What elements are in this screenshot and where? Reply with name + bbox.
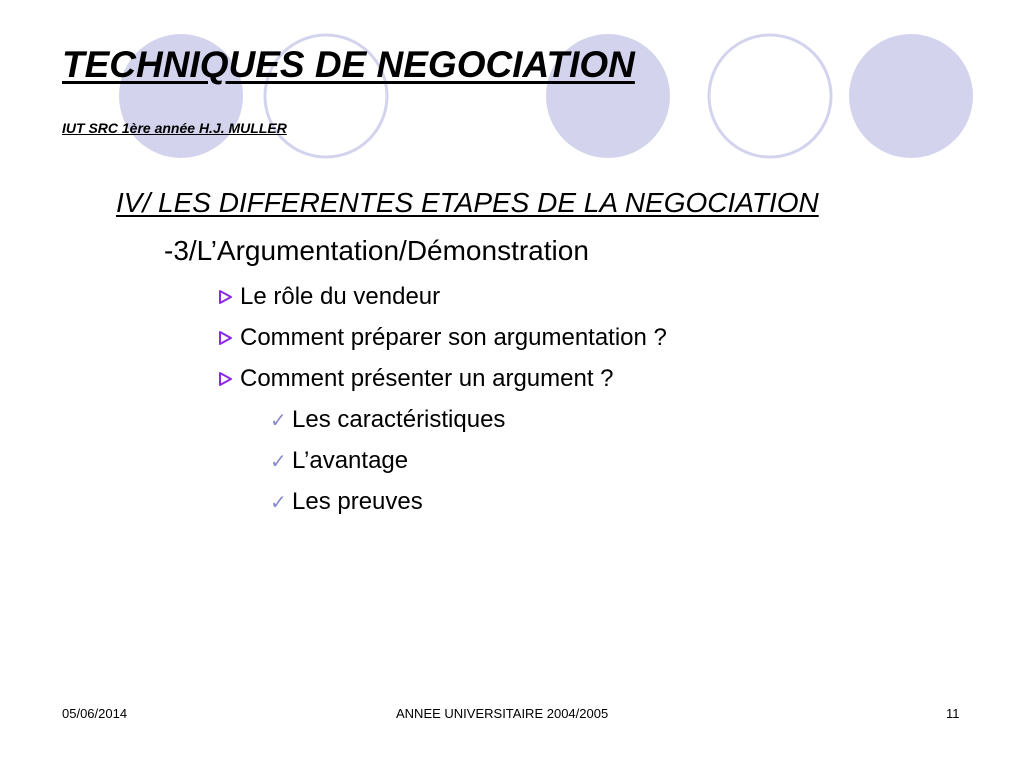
slide-title: TECHNIQUES DE NEGOCIATION (62, 44, 635, 85)
arrow-bullet-icon (218, 371, 240, 387)
sub-bullet-item (270, 447, 408, 475)
sub-bullet-item (270, 406, 505, 434)
sub-bullet-item (270, 488, 423, 516)
bullet-label: Comment présenter un argument ? (240, 365, 614, 392)
checkmark-icon: ✓ (270, 409, 287, 432)
arrow-bullet-icon (218, 289, 240, 305)
bullet-label: Le rôle du vendeur (240, 283, 441, 310)
checkmark-icon: ✓ (270, 450, 287, 473)
sub-bullet-label: L’avantage (292, 447, 409, 474)
footer-center-text: ANNEE UNIVERSITAIRE 2004/2005 (396, 706, 609, 721)
arrow-bullet-icon (218, 330, 240, 346)
subheading: -3/L’Argumentation/Démonstration (164, 235, 589, 266)
bullet-item (218, 283, 440, 311)
bullet-item (218, 365, 614, 393)
bullet-label: Comment préparer son argumentation ? (240, 324, 667, 351)
slide-subtitle: IUT SRC 1ère année H.J. MULLER (62, 120, 287, 136)
circle-filled-3 (849, 34, 973, 158)
footer-date: 05/06/2014 (62, 706, 128, 721)
sub-bullet-label: Les caractéristiques (292, 406, 506, 433)
circle-outline-2 (709, 35, 831, 157)
bullet-item (218, 324, 667, 352)
section-heading: IV/ LES DIFFERENTES ETAPES DE LA NEGOCIATION (116, 187, 819, 218)
page-number: 11 (946, 706, 960, 721)
sub-bullet-label: Les preuves (292, 488, 423, 515)
checkmark-icon: ✓ (270, 491, 287, 514)
